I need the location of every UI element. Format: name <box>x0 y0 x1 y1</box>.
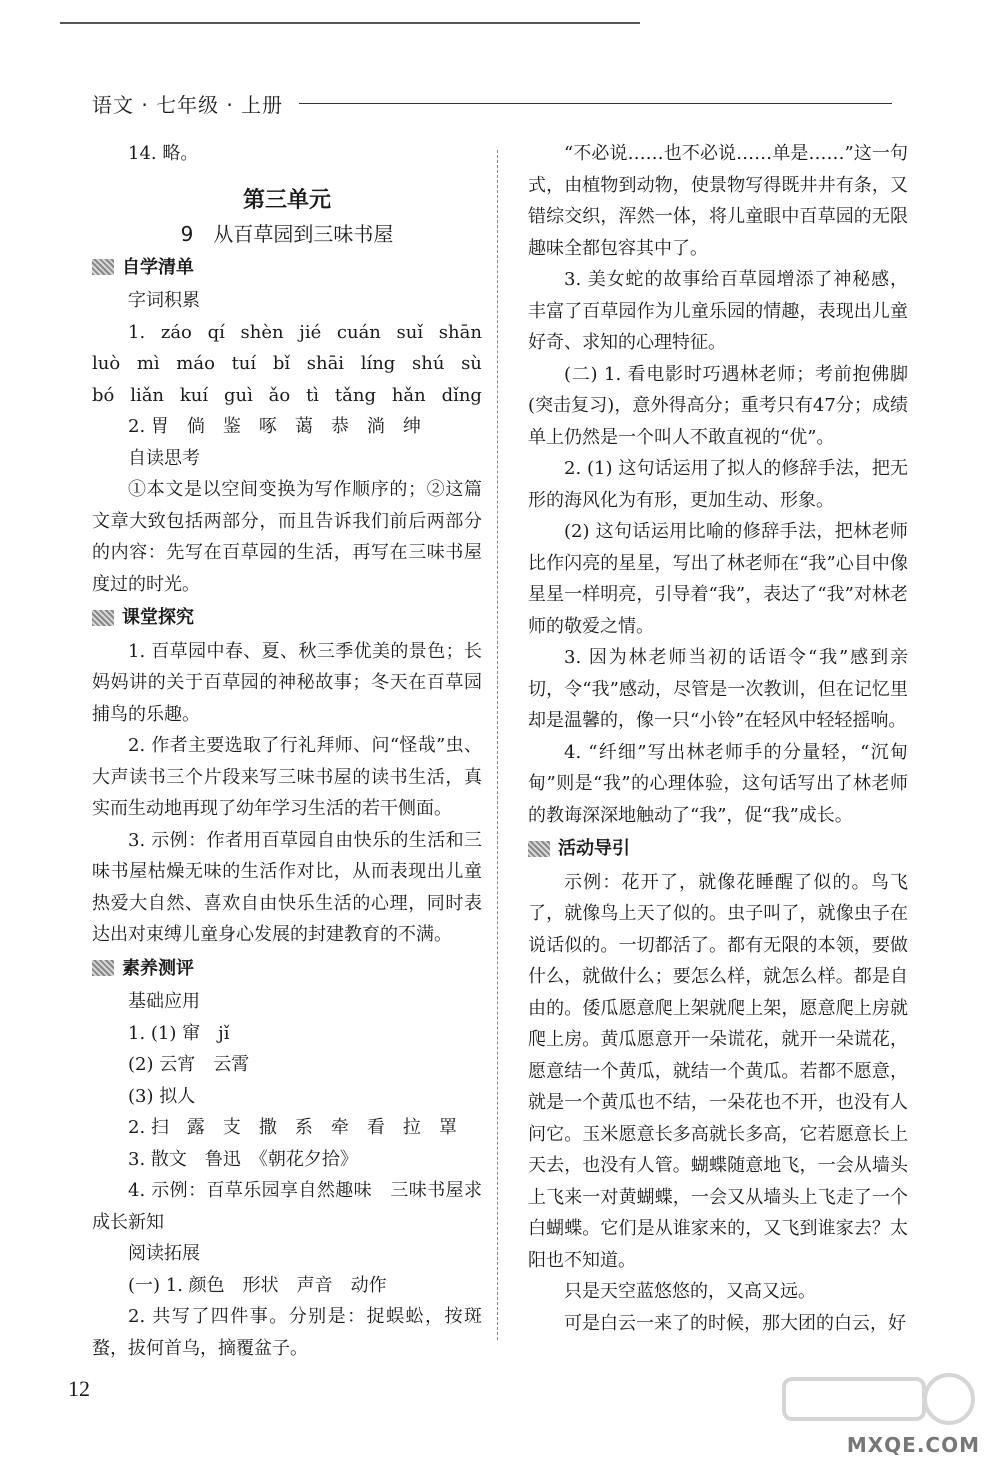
section-marker-icon <box>528 841 550 857</box>
header-title: 语文 · 七年级 · 上册 <box>92 92 284 117</box>
pinyin: liǎn <box>130 384 165 406</box>
subheading-ziji: 字词积累 <box>128 290 200 311</box>
pinyin: 1. <box>128 321 146 343</box>
top-rule <box>60 22 640 24</box>
column-divider <box>497 150 498 1340</box>
pinyin: kuí <box>179 384 209 406</box>
pinyin: shāi <box>306 353 345 374</box>
answer-paragraph: 示例：花开了，就像花睡醒了似的。鸟飞了，就像鸟上天了似的。虫子叫了，就像虫子在说话似的。一切都活了。都有无限的本领，要做什么，就做什么；要怎么样，就怎么样。都是自由的。倭瓜愿意爬上架就爬上架，愿意爬上房就爬上房。黄瓜愿意开一朵谎花，就开一朵谎花，愿意结一个黄瓜，就结一个黄瓜。若都不愿意，就是一个黄瓜也不结，一朵花也不开，也没有人问它。玉米愿意长多高就长多高，它若愿意长上天去，也没有人管。蝴蝶随意地飞，一会从墙头上飞来一对黄蝴蝶，一会又从墙头上飞走了一个白蝴蝶。它们是从谁家来的，又飞到谁家去？太阳也不知道。 <box>528 871 908 1271</box>
subheading-jichu: 基础应用 <box>128 991 200 1012</box>
answer-paragraph: 2. (1) 这句话运用了拟人的修辞手法，把无形的海风化为有形，更加生动、形象。 <box>528 458 908 511</box>
pinyin: tǎng <box>334 384 376 406</box>
answer-paragraph: (2) 这句话运用比喻的修辞手法，把林老师比作闪亮的星星，写出了林老师在“我”心目中像星星一样明亮，引导着“我”，表达了“我”对林老师的敬爱之情。 <box>528 521 908 637</box>
pinyin: záo <box>160 321 192 343</box>
yuedu-item-2: 2. 共写了四件事。分别是：捉蜈蚣，按斑蝥，拔何首乌，摘覆盆子。 <box>92 1306 482 1359</box>
section-label: 自学清单 <box>122 256 194 278</box>
jichu-item: 1. (1) 窜 jǐ <box>128 1022 230 1044</box>
section-marker-icon <box>92 610 114 626</box>
pinyin: líng <box>360 353 396 374</box>
unit-title: 第三单元 <box>242 187 331 213</box>
section-huodong <box>528 833 908 865</box>
jichu-item: 3. 散文 鲁迅 《朝花夕拾》 <box>128 1148 358 1170</box>
answer-paragraph: “不必说……也不必说……单是……”这一句式，由植物到动物，使景物写得既井井有条，又错综交织，浑然一体，将儿童眼中百草园的无限趣味全都包容其中了。 <box>528 143 908 259</box>
pinyin: sù <box>461 353 482 374</box>
pinyin: shú <box>411 353 445 374</box>
header-rule <box>299 103 892 104</box>
pinyin: máo <box>176 353 215 374</box>
subheading-yuedu: 阅读拓展 <box>128 1243 200 1264</box>
section-zixue <box>92 252 482 284</box>
ketang-item: 1. 百草园中春、夏、秋三季优美的景色；长妈妈讲的关于百草园的神秘故事；冬天在百草园捕鸟的乐趣。 <box>92 640 482 725</box>
right-column <box>528 138 908 1339</box>
pinyin: tuí <box>231 353 257 374</box>
jichu-item: (2) 云宵 云霄 <box>128 1054 250 1075</box>
pinyin: shān <box>438 321 482 343</box>
pinyin-row <box>92 380 482 412</box>
pinyin: bó <box>92 384 115 406</box>
section-ketang <box>92 602 482 634</box>
lesson-title: 9 从百草园到三味书屋 <box>180 221 394 246</box>
left-column <box>92 138 482 1364</box>
chars-line: 2. 胃 倘 鉴 啄 蔼 恭 淌 绅 <box>128 416 421 437</box>
jichu-item: 2. 扫 露 支 撒 系 牵 看 拉 罩 <box>128 1117 457 1138</box>
section-label: 活动导引 <box>558 838 630 859</box>
pinyin: ǎo <box>268 384 291 406</box>
jichu-item-4: 4. 示例：百草乐园享自然趣味 三味书屋求成长新知 <box>92 1180 482 1233</box>
pinyin: jié <box>299 321 322 343</box>
pinyin: bǐ <box>272 353 291 374</box>
pinyin: suǐ <box>396 321 424 343</box>
pinyin: tì <box>306 384 320 406</box>
ketang-item: 2. 作者主要选取了行礼拜师、问“怪哉”虫、大声读书三个片段来写三味书屋的读书生活，真实而生动地再现了幼年学习生活的若干侧面。 <box>92 735 482 819</box>
ketang-item: 3. 示例：作者用百草园自由快乐的生活和三味书屋枯燥无味的生活作对比，从而表现出儿童热爱大自然、喜欢自由快乐生活的心理，同时表达出对束缚儿童身心发展的封建教育的不满。 <box>92 829 482 945</box>
item-14: 14. 略。 <box>128 143 199 164</box>
answer-paragraph: (二) 1. 看电影时巧遇林老师；考前抱佛脚(突击复习)，意外得高分；重考只有47分；成绩单上仍然是一个叫人不敢直视的“优”。 <box>528 363 908 448</box>
pinyin: hǎn <box>391 384 426 406</box>
section-suyang <box>92 953 482 985</box>
section-label: 课堂探究 <box>122 607 194 628</box>
yuedu-item-1: (一) 1. 颜色 形状 声音 动作 <box>128 1274 387 1296</box>
running-header <box>92 88 892 118</box>
pinyin: mì <box>136 353 160 374</box>
pinyin: luò <box>92 353 121 374</box>
answer-paragraph: 4. “纤细”写出林老师手的分量轻，“沉甸甸”则是“我”的心理体验，这句话写出了林老师的教诲深深地触动了“我”，促“我”成长。 <box>528 741 908 826</box>
answer-paragraph: 可是白云一来了的时候，那大团的白云，好 <box>564 1312 906 1334</box>
watermark-text: MXQE.COM <box>846 1433 980 1457</box>
section-marker-icon <box>92 960 114 976</box>
pinyin-row <box>92 348 482 380</box>
answer-paragraph: 只是天空蓝悠悠的，又高又远。 <box>564 1281 816 1302</box>
pinyin-row <box>92 317 482 349</box>
pinyin: guì <box>223 384 253 406</box>
zidu-text: ①本文是以空间变换为写作顺序的；②这篇文章大致包括两部分，而且告诉我们前后两部分的内容：先写在百草园的生活，再写在三味书屋度过的时光。 <box>92 479 482 595</box>
pinyin: qí <box>207 321 225 343</box>
pinyin: dǐng <box>441 384 482 406</box>
jichu-item: (3) 拟人 <box>128 1085 196 1107</box>
answer-paragraph: 3. 因为林老师当初的话语令“我”感到亲切，令“我”感动，尽管是一次教训，但在记忆里却是温馨的，像一只“小铃”在轻风中轻轻摇响。 <box>528 647 908 731</box>
pinyin: shèn <box>240 321 284 343</box>
section-marker-icon <box>92 259 114 275</box>
page-number: 12 <box>68 1376 90 1401</box>
section-label: 素养测评 <box>122 957 194 979</box>
answer-paragraph: 3. 美女蛇的故事给百草园增添了神秘感，丰富了百草园作为儿童乐园的情趣，表现出儿童好奇、求知的心理特征。 <box>528 269 908 353</box>
pinyin: cuán <box>336 321 381 343</box>
subheading-zidu: 自读思考 <box>128 447 200 469</box>
